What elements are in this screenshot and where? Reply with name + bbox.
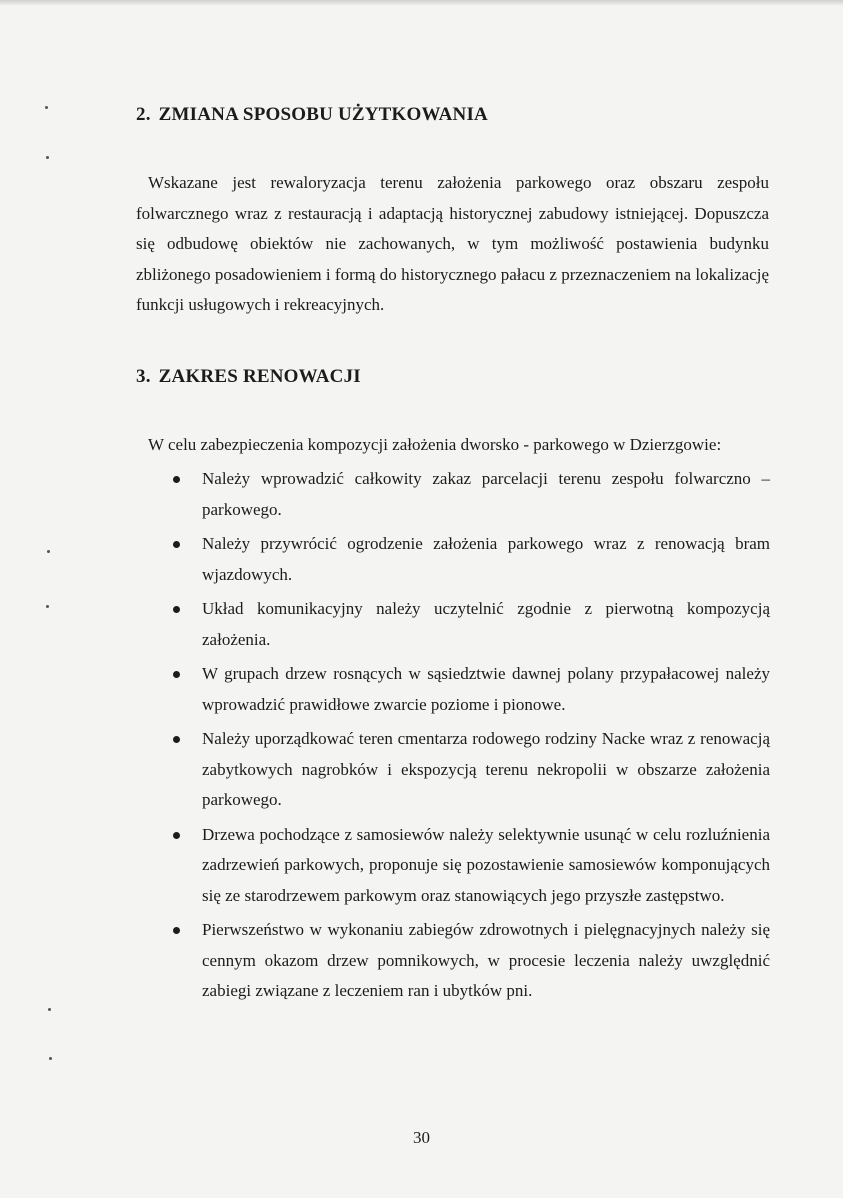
bullet-icon	[173, 832, 180, 839]
list-item	[172, 915, 770, 1007]
section-3-title: ZAKRES RENOWACJI	[158, 366, 361, 387]
scan-speck	[46, 156, 49, 159]
list-item-text: Drzewa pochodzące z samosiewów należy selektywnie usunąć w celu rozluźnienia zadrzewień parkowych, proponuje się pozostawienie samosiewów komponujących się ze starodrzewem parkowym oraz stanowiących jego przyszłe zastępstwo.	[202, 824, 770, 905]
list-item	[172, 594, 770, 655]
section-3-number: 3.	[136, 366, 151, 387]
scan-speck	[45, 106, 48, 109]
section-2-title: ZMIANA SPOSOBU UŻYTKOWANIA	[158, 104, 488, 125]
section-2-heading	[136, 104, 488, 126]
list-item	[172, 659, 770, 720]
bullet-icon	[173, 476, 180, 483]
bullet-icon	[173, 606, 180, 613]
list-item-text: Należy przywrócić ogrodzenie założenia parkowego wraz z renowacją bram wjazdowych.	[202, 534, 770, 584]
list-item	[172, 724, 770, 816]
section-2-number: 2.	[136, 104, 151, 125]
bullet-icon	[173, 671, 180, 678]
scan-speck	[46, 605, 49, 608]
list-item-text: Należy wprowadzić całkowity zakaz parcelacji terenu zespołu folwarczno – parkowego.	[202, 469, 770, 519]
renovation-list	[172, 464, 770, 1011]
section-3-heading	[136, 366, 361, 388]
list-item-text: Należy uporządkować teren cmentarza rodowego rodziny Nacke wraz z renowacją zabytkowych nagrobków i ekspozycją terenu nekropolii w obszarze założenia parkowego.	[202, 729, 770, 809]
section-3-intro: W celu zabezpieczenia kompozycji założenia dworsko - parkowego w Dzierzgowie:	[148, 435, 722, 454]
scan-top-edge	[0, 0, 843, 6]
page-number: 30	[413, 1128, 430, 1147]
section-2-paragraph: Wskazane jest rewaloryzacja terenu założenia parkowego oraz obszaru zespołu folwarcznego wraz z restauracją i adaptacją historycznej zabudowy istniejącej. Dopuszcza się odbudowę obiektów nie zachowanych, w tym możliwość postawienia budynku zbliżonego posadowieniem i formą do historycznego pałacu z przeznaczeniem na lokalizację funkcji usługowych i rekreacyjnych.	[136, 173, 769, 314]
list-item-text: Pierwszeństwo w wykonaniu zabiegów zdrowotnych i pielęgnacyjnych należy się cennym okazom drzew pomnikowych, w procesie leczenia należy uwzględnić zabiegi związane z leczeniem ran i ubytków pni.	[202, 920, 770, 1000]
bullet-icon	[173, 541, 180, 548]
list-item-text: Układ komunikacyjny należy uczytelnić zgodnie z pierwotną kompozycją założenia.	[202, 599, 770, 649]
scan-speck	[48, 1008, 51, 1011]
list-item	[172, 820, 770, 912]
scan-speck	[47, 550, 50, 553]
list-item	[172, 529, 770, 590]
bullet-icon	[173, 736, 180, 743]
bullet-icon	[173, 927, 180, 934]
list-item	[172, 464, 770, 525]
list-item-text: W grupach drzew rosnących w sąsiedztwie dawnej polany przypałacowej należy wprowadzić prawidłowe zwarcie poziome i pionowe.	[202, 664, 770, 714]
scan-speck	[49, 1057, 52, 1060]
